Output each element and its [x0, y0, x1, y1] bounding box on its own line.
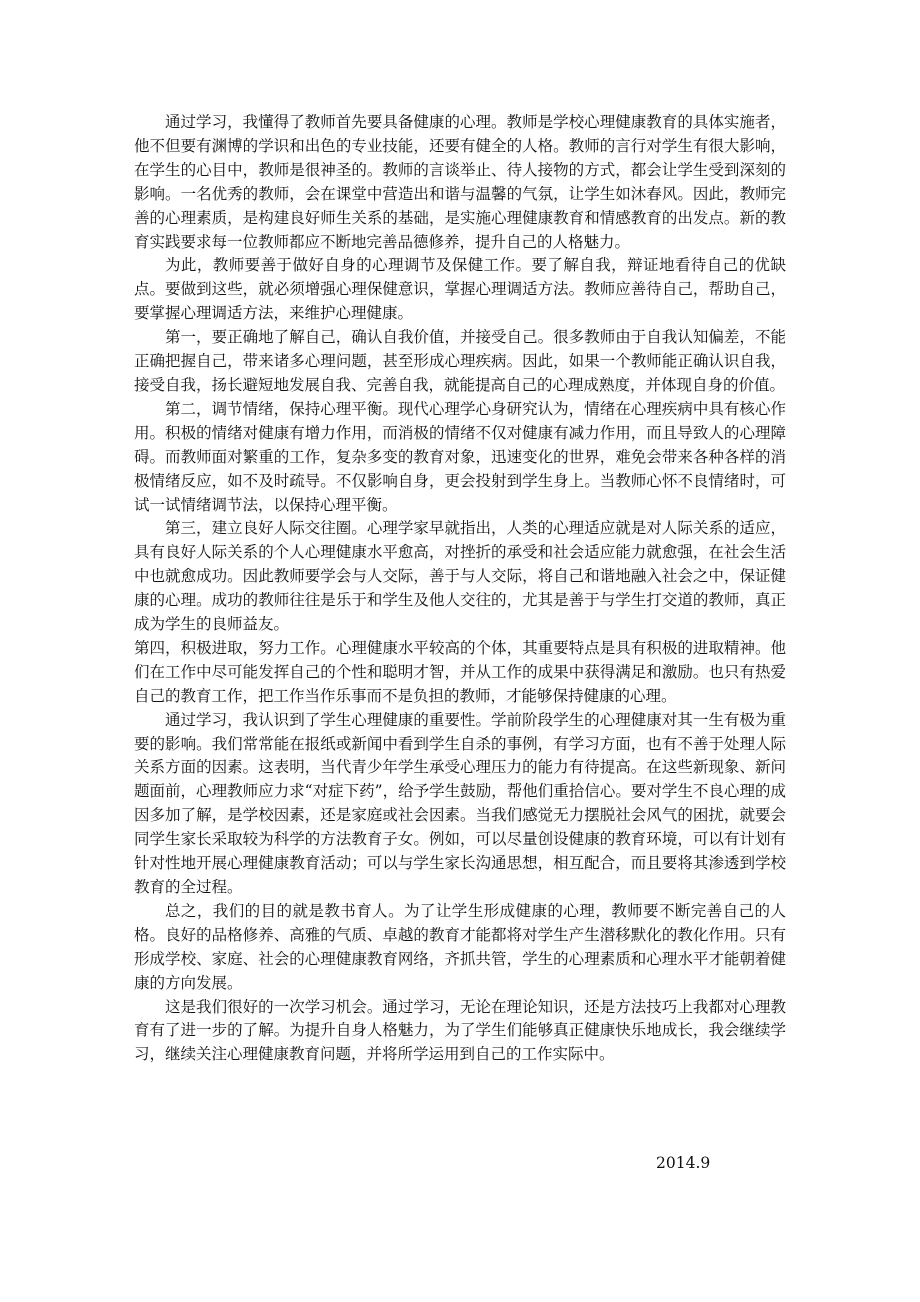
document-body [134, 111, 786, 1067]
paragraph-self-adjustment: 为此，教师要善于做好自身的心理调节及保健工作。要了解自我，辩证地看待自己的优缺点。要做到这些，就必须增强心理保健意识，掌握心理调适方法。教师应善待自己，帮助自己，要掌握心理调适方法，来维护心理健康。 [134, 256, 786, 323]
paragraph-teacher-mental-health: 通过学习，我懂得了教师首先要具备健康的心理。教师是学校心理健康教育的具体实施者，他不但要有渊博的学识和出色的专业技能，还要有健全的人格。教师的言行对学生有很大影响，在学生的心目中，教师是很神圣的。教师的言谈举止、待人接物的方式，都会让学生受到深刻的影响。一名优秀的教师，会在课堂中营造出和谐与温馨的气氛，让学生如沐春风。因此，教师完善的心理素质，是构建良好师生关系的基础，是实施心理健康教育和情感教育的出发点。新的教育实践要求每一位教师都应不断地完善品德修养，提升自己的人格魅力。 [134, 113, 786, 251]
paragraph-point-one: 第一，要正确地了解自己，确认自我价值，并接受自己。很多教师由于自我认知偏差，不能正确把握自己，带来诸多心理问题，甚至形成心理疾病。因此，如果一个教师能正确认识自我，接受自我，扬长避短地发展自我、完善自我，就能提高自己的心理成熟度，并体现自身的价值。 [134, 328, 786, 394]
paragraph-point-two: 第二，调节情绪，保持心理平衡。现代心理学心身研究认为，情绪在心理疾病中具有核心作用。积极的情绪对健康有增力作用，而消极的情绪不仅对健康有减力作用，而且导致人的心理障碍。而教师面对繁重的工作，复杂多变的教育对象，迅速变化的世界，难免会带来各种各样的消极情绪反应，如不及时疏导。不仅影响自身，更会投射到学生身上。当教师心怀不良情绪时，可试一试情绪调节法，以保持心理平衡。 [134, 399, 786, 514]
paragraph-summary: 总之，我们的目的就是教书育人。为了让学生形成健康的心理，教师要不断完善自己的人格。良好的品格修养、高雅的气质、卓越的教育才能都将对学生产生潜移默化的教化作用。只有形成学校、家庭、社会的心理健康教育网络，齐抓共管，学生的心理素质和心理水平才能朝着健康的方向发展。 [134, 901, 786, 992]
paragraph-point-four: 第四，积极进取，努力工作。心理健康水平较高的个体，其重要特点是具有积极的进取精神。他们在工作中尽可能发挥自己的个性和聪明才智，并从工作的成果中获得满足和激励。也只有热爱自己的教育工作，把工作当作乐事而不是负担的教师，才能够保持健康的心理。 [134, 638, 786, 705]
paragraph-student-mental-health: 通过学习，我认识到了学生心理健康的重要性。学前阶段学生的心理健康对其一生有极为重要的影响。我们常常能在报纸或新闻中看到学生自杀的事例，有学习方面，也有不善于处理人际关系方面的因素。这表明，当代青少年学生承受心理压力的能力有待提高。在这些新现象、新问题面前，心理教师应力求“对症下药”，给予学生鼓励，帮他们重拾信心。要对学生不良心理的成因多加了解，是学校因素，还是家庭或社会因素。当我们感觉无力摆脱社会风气的困扰，就要会同学生家长采取较为科学的方法教育子女。例如，可以尽量创设健康的教育环境，可以有计划有针对性地开展心理健康教育活动；可以与学生家长沟通思想，相互配合，而且要将其渗透到学校教育的全过程。 [134, 710, 786, 896]
paragraph-conclusion: 这是我们很好的一次学习机会。通过学习，无论在理论知识，还是方法技巧上我都对心理教育有了进一步的了解。为提升自身人格魅力，为了学生们能够真正健康快乐地成长，我会继续学习，继续关注心理健康教育问题，并将所学运用到自己的工作实际中。 [134, 997, 786, 1064]
document-date: 2014.9 [656, 1154, 711, 1172]
paragraph-point-three: 第三，建立良好人际交往圈。心理学家早就指出，人类的心理适应就是对人际关系的适应，具有良好人际关系的个人心理健康水平愈高，对挫折的承受和社会适应能力就愈强，在社会生活中也就愈成功。因此教师要学会与人交际，善于与人交际，将自己和谐地融入社会之中，保证健康的心理。成功的教师往往是乐于和学生及他人交往的，尤其是善于与学生打交道的教师，真正成为学生的良师益友。 [134, 519, 786, 634]
